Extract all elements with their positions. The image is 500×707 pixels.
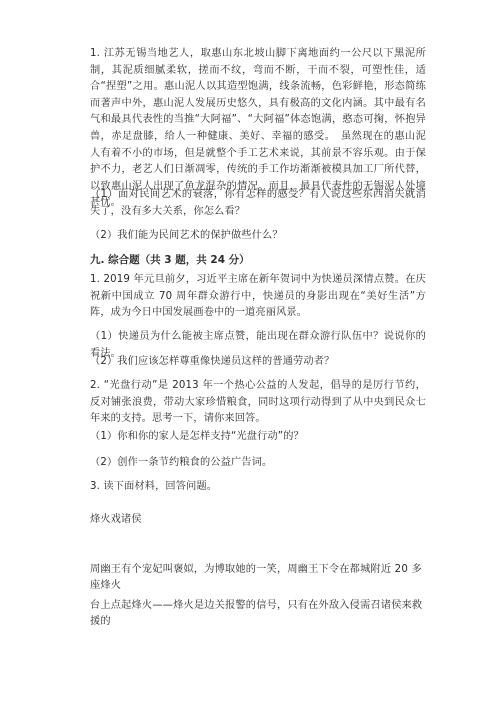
q1-subquestion-1: （1）面对民间艺术的衰落，你有怎样的感受？有人说这些东西消失就消失了，没有多大关系，你怎么看？ — [90, 189, 426, 217]
q1-passage: 1. 江苏无锡当地艺人，取惠山东北坡山脚下离地面约一公尺以下黑泥所制，其泥质细腻柔软，搓而不纹，弯而不断，干而不裂，可塑性佳，适合“捏塑”之用。惠山泥人以其造型饱满，线条流畅，色彩鲜艳，形态简练而著声中外，惠山泥人发展历史悠久，具有极高的文化内涵。其中最有名气和最具代表性的当推“大阿福”、“大阿福”体态饱满，憨态可掬，怀抱异兽，赤足盘膝，给人一种健康、美好、幸福的感受。 虽然现在的惠山泥人有着不小的市场，但是就整个手工艺术来说，其前景不容乐观。由于保护不力，老艺人们日渐凋零，传统的手工作坊渐渐被模具加工厂所代替，以致惠山泥人出现了鱼龙混杂的情况。而且，最具代表性的无锡泥人处境甚忧。 — [90, 48, 426, 209]
story-line-1: 周幽王有个宠妃叫褒姒，为博取她的一笑，周幽王下令在都城附近 20 多座烽火 — [90, 564, 422, 591]
q3-subquestion-1: （1）你和你的家人是怎样支持“光盘行动”的？ — [90, 431, 304, 442]
q3-subquestion-2: （2）创作一条节约粮食的公益广告词。 — [90, 457, 273, 468]
story-title: 烽火戏诸侯 — [90, 514, 142, 525]
q2-passage: 1. 2019 年元旦前夕，习近平主席在新年贺词中为快递员深情点赞。在庆祝新中国成立 70 周年群众游行中，快递员的身影出现在“美好生活”方阵，成为今日中国发展画卷中的一道亮丽风景。 — [90, 274, 426, 319]
story-line-2: 台上点起烽火——烽火是边关报警的信号，只有在外敌入侵需召诸侯来救援的 — [90, 600, 423, 627]
q2-subquestion-2: （2）我们应该怎样尊重像快递员这样的普通劳动者？ — [90, 356, 335, 367]
q2-subquestion-1: （1）快递员为什么能被主席点赞，能出现在群众游行队伍中？说说你的看法。 — [90, 331, 426, 359]
q4-intro: 3. 读下面材料，回答问题。 — [90, 481, 218, 492]
q3-passage: 2. “光盘行动”是 2013 年一个热心公益的人发起，倡导的是厉行节约，反对铺张浪费，带动大家珍惜粮食，同时这项行动得到了从中央到民众七年来的支持。思考一下，请你来回答。 — [90, 380, 426, 425]
q1-subquestion-2: （2）我们能为民间艺术的保护做些什么？ — [90, 230, 283, 241]
section-heading: 九. 综合题（共 3 题，共 24 分） — [90, 254, 250, 266]
